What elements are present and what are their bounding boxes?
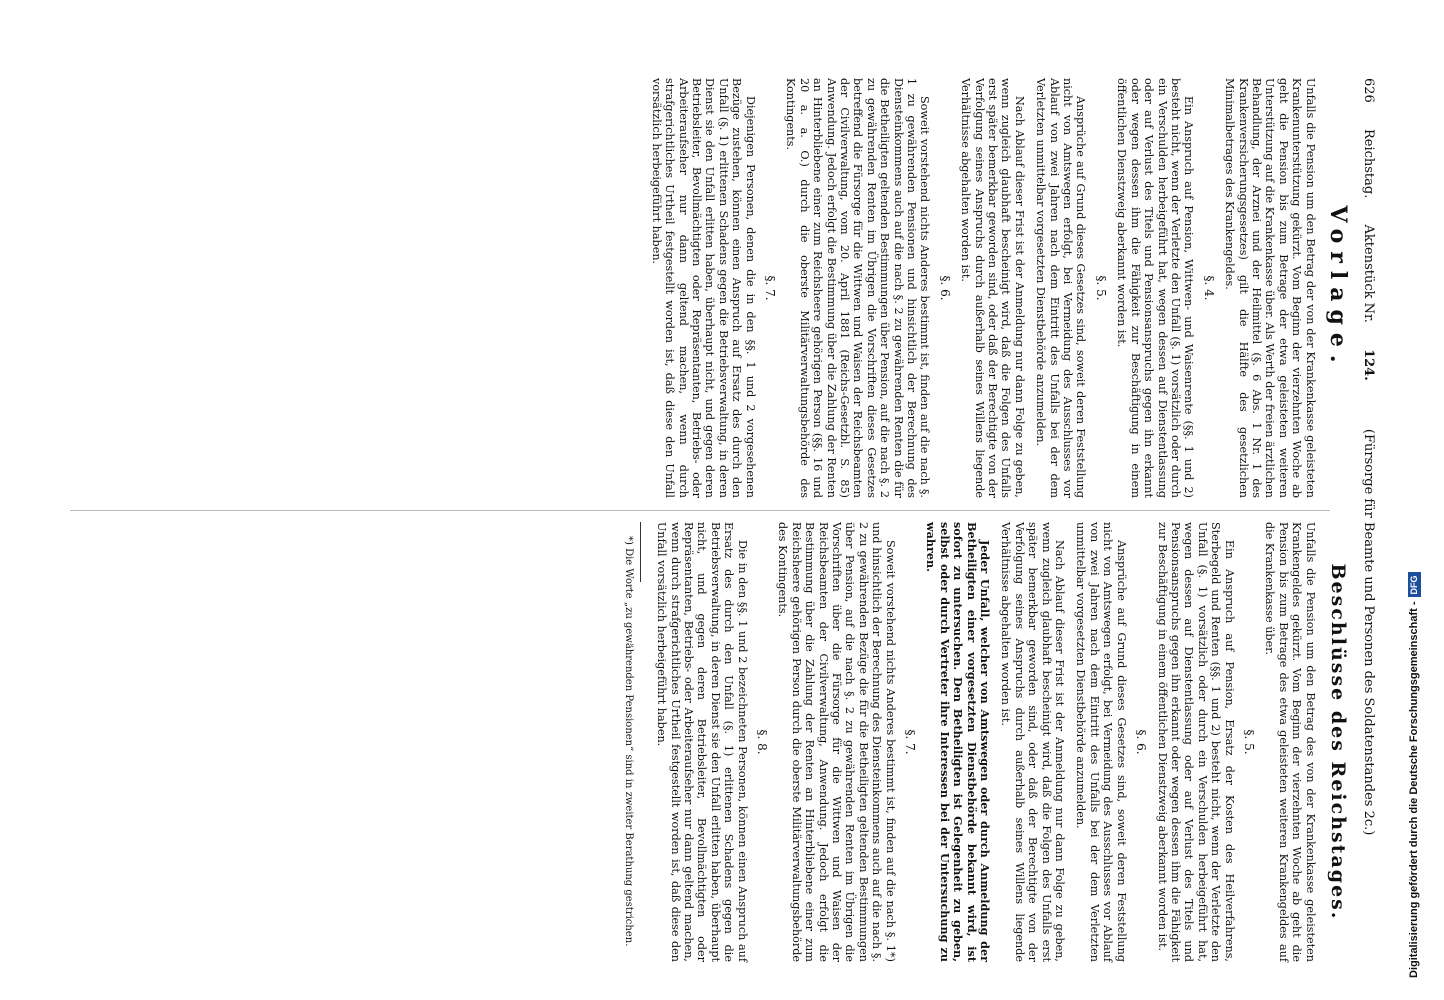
section-heading: §. 6.	[937, 275, 952, 301]
column-vorlage	[46, 78, 1351, 498]
section-heading: §. 8.	[754, 729, 769, 755]
doc-label-text: Aktenstück Nr.	[1361, 224, 1376, 323]
credit-text: Digitalisierung gefördert durch die Deutsche Forschungsgemeinschaft -	[1408, 601, 1420, 978]
paragraph: Ein Anspruch auf Pension, Ersatz der Kosten des Heilverfahrens, Sterbegeld und Renten (§§. 1 und 2) besteht nicht, wenn der Verletzte den Unfall (§. 1) vorsätzlich oder durch ein Verschulden herbeigeführt hat, wegen dessen auf Dienstentlassung oder auf Verlust des Titels und Pensionsanspruchs gegen ihn erkannt oder wegen dessen ihm die Fähigkeit zur Beschäftigung in einem öffentlichen Dienstzweig aberkannt worden ist.	[1155, 522, 1236, 962]
paragraph: Diejenigen Personen, denen die in den §§. 1 und 2 vorgesehenen Bezüge zustehen, können einen Anspruch auf Ersatz des durch den Unfall (§. 1) erlittenen Schadens gegen die Betriebsverwaltung, in deren Dienst sie den Unfall erlitten haben, überhaupt nicht, und gegen deren Betriebsleiter, Bevollmächtigten oder Repräsentanten, Betriebs- oder Arbeiteraufseher nur dann geltend machen, wenn durch strafgerichtliches Urtheil festgestellt worden ist, daß diese den Unfall vorsätzlich herbeigeführt haben.	[649, 78, 757, 498]
digitization-sidebar	[1392, 0, 1432, 1000]
paragraph: Ansprüche auf Grund dieses Gesetzes sind, soweit deren Feststellung nicht von Amtswegen erfolgt, bei Vermeidung des Ausschlusses vor Ablauf von zwei Jahren nach dem Eintritt des Unfalls bei der dem Verletzten unmittelbar vorgesetzten Dienstbehörde anzumelden.	[1034, 78, 1088, 498]
body-name: Reichstag.	[1361, 128, 1376, 199]
section-heading: §. 7.	[762, 275, 777, 301]
paragraph: Nach Ablauf dieser Frist ist der Anmeldung nur dann Folge zu geben, wenn zugleich glaubhaft bescheinigt wird, daß die Folgen des Unfalls erst später bemerkbar geworden sind, oder daß der Berechtigte von der Verfolgung seines Anspruchs durch außerhalb seines Willens liegende Verhältnisse abgehalten worden ist.	[959, 78, 1026, 498]
paragraph: Nach Ablauf dieser Frist ist der Anmeldung nur dann Folge zu geben, wenn zugleich glaubhaft bescheinigt wird, daß die Folgen des Unfalls erst später bemerkbar geworden sind, oder daß der Berechtigte von der Verfolgung seines Anspruchs durch außerhalb seines Willens liegende Verhältnisse abgehalten worden ist.	[999, 522, 1067, 962]
page-header	[1348, 78, 1376, 978]
paragraph: Unfalls die Pension um den Betrag der von der Krankenkasse geleisteten Krankenunterstützung gekürzt. Vom Beginn der vierzehnten Woche ab geht die Pension bis zum Betrage der etwa geleisteten weiteren Unterstützung auf die Krankenkasse über. Als Werth der freien ärztlichen Behandlung, der Arznei und der Heilmittel (§. 6 Abs. 1 Nr. 1 des Krankenversicherungsgesetzes) gilt die Hälfte des gesetzlichen Minimalbetrages des Krankengeldes.	[1223, 78, 1317, 498]
section-heading: §. 5.	[1241, 729, 1256, 755]
column-body-vorlage	[649, 78, 1316, 498]
paragraph: Jeder Unfall, welcher von Amtswegen oder durch Anmeldung der Betheiligten einer vorgesetzten Dienstbehörde bekannt wird, ist sofort zu untersuchen. Den Betheiligten ist Gelegenheit zu geben, selbst oder durch Vertreter ihre Interessen bei der Untersuchung zu wahren.	[924, 522, 993, 962]
column-body-beschluesse	[655, 522, 1317, 962]
dfg-logo: DFG	[1408, 572, 1421, 597]
footnote-rule	[640, 522, 641, 582]
column-divider	[70, 510, 1330, 511]
digitization-credit	[1404, 0, 1444, 1000]
paragraph: Soweit vorstehend nichts Anderes bestimmt ist, finden auf die nach §. 1 zu gewährenden Pensionen und hinsichtlich der Berechnung des Diensteinkommens auch auf die nach §. 2 zu gewährenden Renten die für die Betheiligten geltenden Bestimmungen über Pension, auf die nach §. 2 zu gewährenden Renten im Übrigen die Vorschriften dieses Gesetzes betreffend die Fürsorge für die Wittwen und Waisen der Reichsbeamten der Civilverwaltung, vom 20. April 1881 (Reichs-Gesetzbl. S. 85) Anwendung. Jedoch erfolgt die Bestimmung über die Zahlung der Renten an Hinterbliebene einer zum Reichsheere gehörigen Person (§§. 16 und 20 a. a. O.) durch die oberste Militärverwaltungsbehörde des Kontingents.	[784, 78, 932, 498]
doc-label	[1361, 225, 1376, 403]
doc-subject: (Fürsorge für Beamte und Personen des Soldatenstandes 2c.)	[1361, 428, 1376, 836]
paragraph: Unfalls die Pension um den Betrag des von der Krankenkasse geleisteten Krankengeldes gekürzt. Vom Beginn der vierzehnten Woche ab geht die Pension bis zum Betrage des etwa geleisteten weiteren Krankengeldes auf die Krankenkasse über.	[1263, 522, 1317, 962]
column-title-vorlage: Vorlage.	[1325, 205, 1351, 371]
paragraph: Ansprüche auf Grund dieses Gesetzes sind, soweit deren Feststellung nicht von Amtswegen erfolgt, bei Vermeidung des Ausschlusses vor Ablauf von zwei Jahren nach dem Eintritt des Unfalls bei der dem Verletzten unmittelbar vorgesetzten Dienstbehörde anzumelden.	[1074, 522, 1128, 962]
page-number: 626	[1361, 78, 1376, 103]
section-heading: §. 4.	[1201, 275, 1216, 301]
section-heading: §. 5.	[1093, 275, 1108, 301]
doc-number: 124.	[1361, 349, 1376, 381]
paragraph: Die in den §§. 1 und 2 bezeichneten Personen, können einen Anspruch auf Ersatz des durch den Unfall (§. 1) erlittenen Schadens gegen die Betriebsverwaltung, in deren Dienst sie den Unfall erlitten haben, überhaupt nicht, und gegen deren Betriebsleiter, Bevollmächtigten oder Repräsentanten, Betriebs- oder Arbeiteraufseher nur dann geltend machen, wenn durch strafgerichtliches Urtheil festgestellt worden ist, daß diese den Unfall vorsätzlich herbeigeführt haben.	[655, 522, 749, 962]
paragraph: Soweit vorstehend nichts Anderes bestimmt ist, finden auf die nach §. 1*) und hinsichtlich der Berechnung des Diensteinkommens auch auf die nach §. 2 zu gewährenden Bezüge die für die Betheiligten geltenden Bestimmungen über Pension, auf die nach §. 2 zu gewährenden Renten im Übrigen die Vorschriften über die Fürsorge für die Wittwen und Waisen der Reichsbeamten der Civilverwaltung, Anwendung. Jedoch erfolgt die Bestimmung über die Zahlung der Renten an Hinterbliebene einer zum Reichsheere gehörigen Person durch die oberste Militärverwaltungsbehörde des Kontingents.	[776, 522, 897, 962]
section-heading: §. 7.	[903, 729, 918, 755]
column-beschluesse	[46, 522, 1349, 962]
column-title-beschluesse: Beschlüsse des Reichstages.	[1327, 563, 1349, 921]
footnote: *) Die Worte „zu gewährenden Pensionen“ sind in zweiter Berathung gestrichen.	[622, 536, 634, 947]
section-heading: §. 6.	[1134, 729, 1149, 755]
paragraph: Ein Anspruch auf Pension, Wittwen- und Waisenrente (§§. 1 und 2) besteht nicht, wenn der Verletzte den Unfall (§. 1) vorsätzlich oder durch ein Verschulden herbeigeführt hat, wegen dessen auf Dienstentlassung oder auf Verlust des Titels und Pensionsanspruchs gegen ihn erkannt oder wegen dessen ihm die Fähigkeit zur Beschäftigung in einem öffentlichen Dienstzweig aberkannt worden ist.	[1115, 78, 1196, 498]
